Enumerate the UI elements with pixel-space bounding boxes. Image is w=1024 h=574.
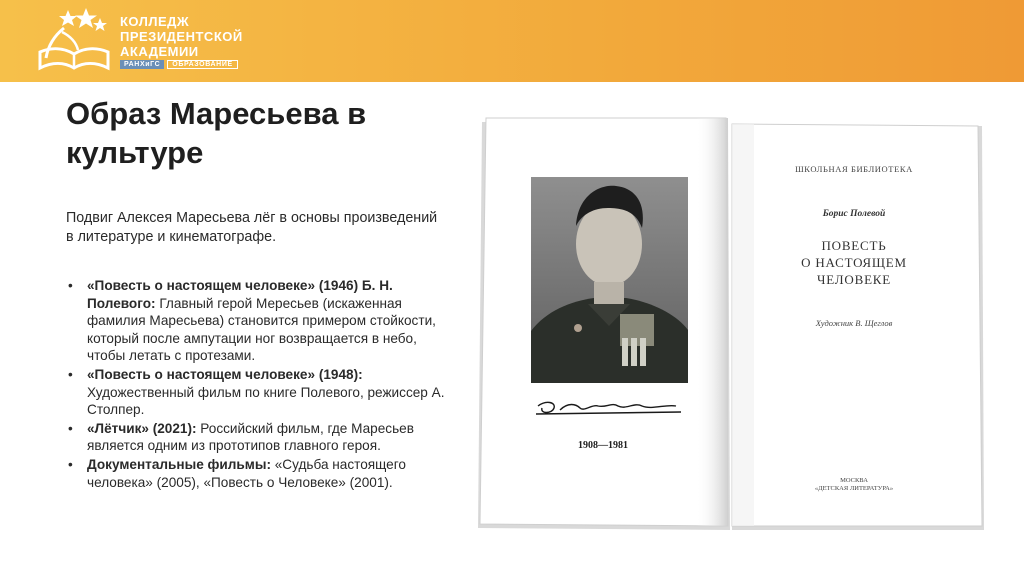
header-banner — [0, 0, 1024, 82]
list-item-text: Художественный фильм по книге Полевого, режиссер А. Столпер. — [87, 384, 445, 418]
list-item — [66, 277, 451, 365]
list-item-heading: Документальные фильмы: — [87, 456, 271, 472]
logo-line-1: КОЛЛЕДЖ — [120, 14, 190, 29]
list-item-text: Российский фильм, где Маресьев является одним из прототипов главного героя. — [87, 420, 414, 454]
logo-line-2: ПРЕЗИДЕНТСКОЙ — [120, 29, 243, 44]
logo-wordmark — [120, 14, 243, 59]
logo-tag-ranepa: РАНХиГС — [120, 60, 164, 69]
list-item-text: «Судьба настоящего человека» (2005), «Повесть о Человеке» (2001). — [87, 456, 406, 490]
book-title-line-3: ЧЕЛОВЕКЕ — [816, 272, 892, 287]
list-item — [66, 420, 451, 455]
left-page — [480, 118, 728, 526]
slide-intro: Подвиг Алексея Маресьева лёг в основы произведений в литературе и кинематографе. — [66, 210, 438, 245]
list-item-text: Главный герой Мересьев (искаженная фамилия Маресьева) становится примером стойкости, который после ампутации ног возвращается в небо, чтобы летать с протезами. — [87, 295, 436, 364]
list-item — [66, 366, 451, 419]
book-title-spread-image — [476, 116, 986, 532]
book-author: Борис Полевой — [822, 209, 886, 219]
logo-tag-education: ОБРАЗОВАНИЕ — [167, 60, 237, 69]
list-item-heading: «Лётчик» (2021): — [87, 420, 197, 436]
list-item-heading: «Повесть о настоящем человеке» (1948): — [87, 366, 363, 382]
book-title-line-1: ПОВЕСТЬ — [821, 238, 887, 253]
list-item-heading: «Повесть о настоящем человеке» (1946) Б. Н. Полевого: — [87, 278, 393, 311]
slide-title: Образ Маресьева в культуре — [66, 96, 367, 170]
book-illustrator: Художник В. Щеглов — [815, 318, 893, 328]
book-stars-logo-icon — [34, 6, 114, 72]
list-item — [66, 456, 451, 491]
right-page — [732, 124, 982, 526]
logo-line-3: АКАДЕМИИ — [120, 44, 199, 59]
author-years: 1908—1981 — [578, 440, 628, 451]
book-title-line-2: О НАСТОЯЩЕМ — [801, 255, 907, 270]
book-series: ШКОЛЬНАЯ БИБЛИОТЕКА — [795, 164, 913, 174]
works-list — [66, 277, 451, 492]
book-city: МОСКВА — [840, 477, 868, 484]
college-logo[interactable] — [34, 6, 264, 74]
logo-tags — [120, 60, 238, 69]
book-publisher: «ДЕТСКАЯ ЛИТЕРАТУРА» — [814, 485, 894, 492]
